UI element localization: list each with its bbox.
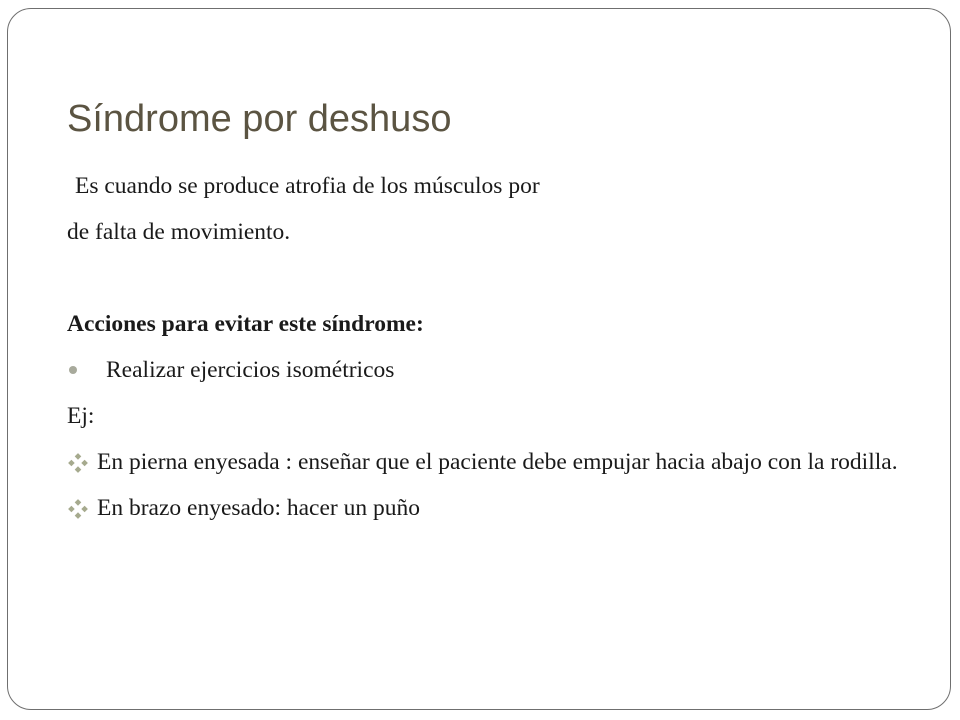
example-item	[67, 443, 917, 481]
section-heading: Acciones para evitar este síndrome:	[67, 311, 424, 337]
bullet-dot-icon	[69, 366, 77, 374]
bullet-item	[67, 347, 917, 393]
spacer	[67, 255, 917, 301]
example-item-text: En brazo enyesado: hacer un puño	[97, 495, 420, 521]
four-diamond-icon	[67, 452, 89, 474]
slide-title: Síndrome por deshuso	[67, 98, 452, 140]
intro-line-2: de falta de movimiento.	[67, 219, 291, 245]
slide-frame	[7, 8, 951, 710]
example-label: Ej:	[67, 403, 95, 429]
example-item-text: En pierna enyesada : enseñar que el paciente debe empujar hacia abajo con la rodilla.	[97, 449, 898, 475]
intro-line-1: Es cuando se produce atrofia de los músculos por	[75, 173, 540, 199]
bullet-item-text: Realizar ejercicios isométricos	[106, 357, 395, 383]
four-diamond-icon	[67, 498, 89, 520]
example-item	[67, 489, 917, 527]
slide-body	[67, 163, 917, 535]
